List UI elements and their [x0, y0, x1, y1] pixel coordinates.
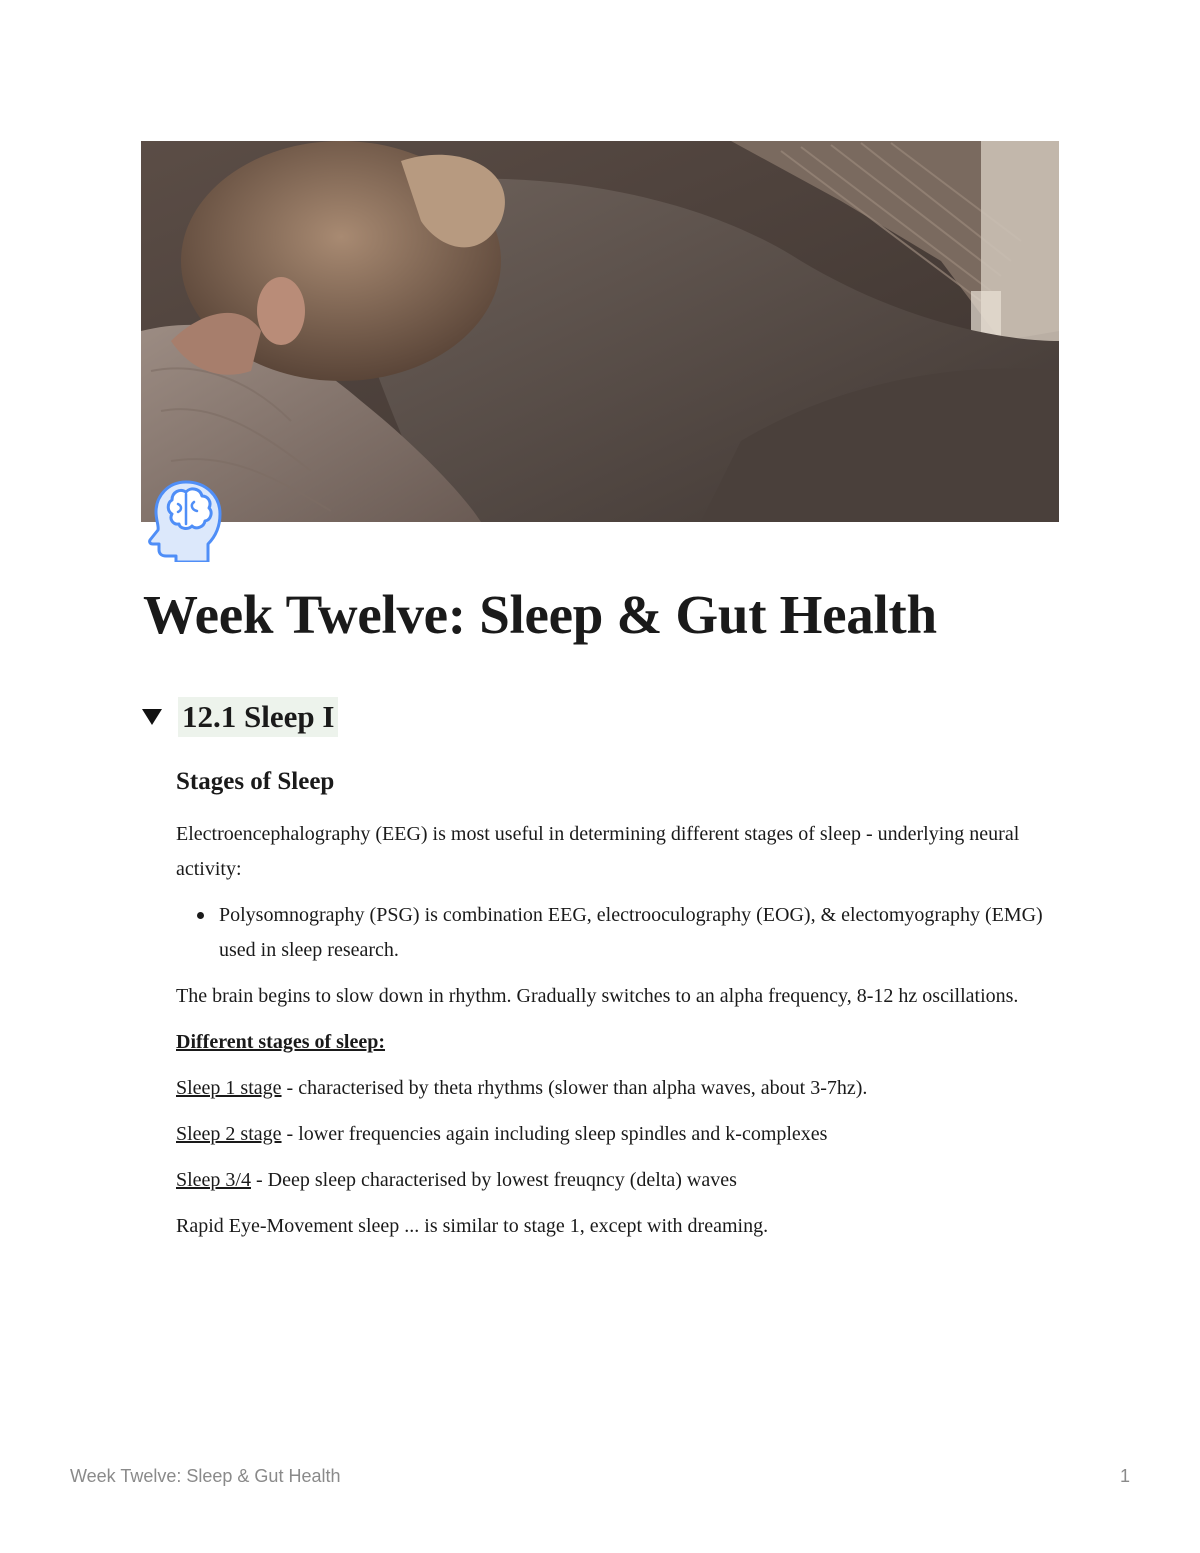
page-number: 1 [1119, 1466, 1130, 1486]
stage-2-text: - lower frequencies again including sleep spindles and k-complexes [281, 1123, 828, 1145]
stage-3-4-text: - Deep sleep characterised by lowest freuqncy (delta) waves [251, 1169, 737, 1191]
bullet-list [176, 898, 1066, 968]
stage-2 [176, 1117, 1066, 1152]
stage-3-4 [176, 1163, 1066, 1198]
cover-image [141, 141, 1059, 522]
footer-title: Week Twelve: Sleep & Gut Health [70, 1466, 341, 1486]
paragraph-eeg: Electroencephalography (EEG) is most useful in determining different stages of sleep - underlying neural activity: [176, 823, 1020, 880]
page-footer [70, 1466, 1130, 1487]
stage-1-text: - characterised by theta rhythms (slower than alpha waves, about 3-7hz). [281, 1077, 868, 1099]
brain-head-icon[interactable] [142, 474, 230, 562]
triangle-down-icon[interactable] [140, 705, 164, 729]
section-heading: Stages of Sleep [176, 768, 335, 795]
paragraph-alpha: The brain begins to slow down in rhythm. Gradually switches to an alpha frequency, 8-12 hz oscillations. [176, 985, 1019, 1007]
stages-heading-text: Different stages of sleep: [176, 1031, 386, 1053]
toggle-content [176, 762, 1066, 1255]
stage-3-4-label: Sleep 3/4 [176, 1169, 251, 1191]
stage-1-label: Sleep 1 stage [176, 1077, 282, 1099]
toggle-block[interactable] [140, 697, 338, 737]
toggle-title[interactable]: 12.1 Sleep I [178, 697, 338, 737]
paragraph-rem: Rapid Eye-Movement sleep ... is similar to stage 1, except with dreaming. [176, 1215, 769, 1237]
stage-1 [176, 1071, 1066, 1106]
bullet-item: Polysomnography (PSG) is combination EEG, electrooculography (EOG), & electomyography (EMG) used in sleep research. [219, 898, 1066, 968]
cover-photo-illustration [141, 141, 1059, 522]
page-title: Week Twelve: Sleep & Gut Health [143, 584, 937, 645]
stages-heading [176, 1025, 1066, 1060]
stage-2-label: Sleep 2 stage [176, 1123, 282, 1145]
